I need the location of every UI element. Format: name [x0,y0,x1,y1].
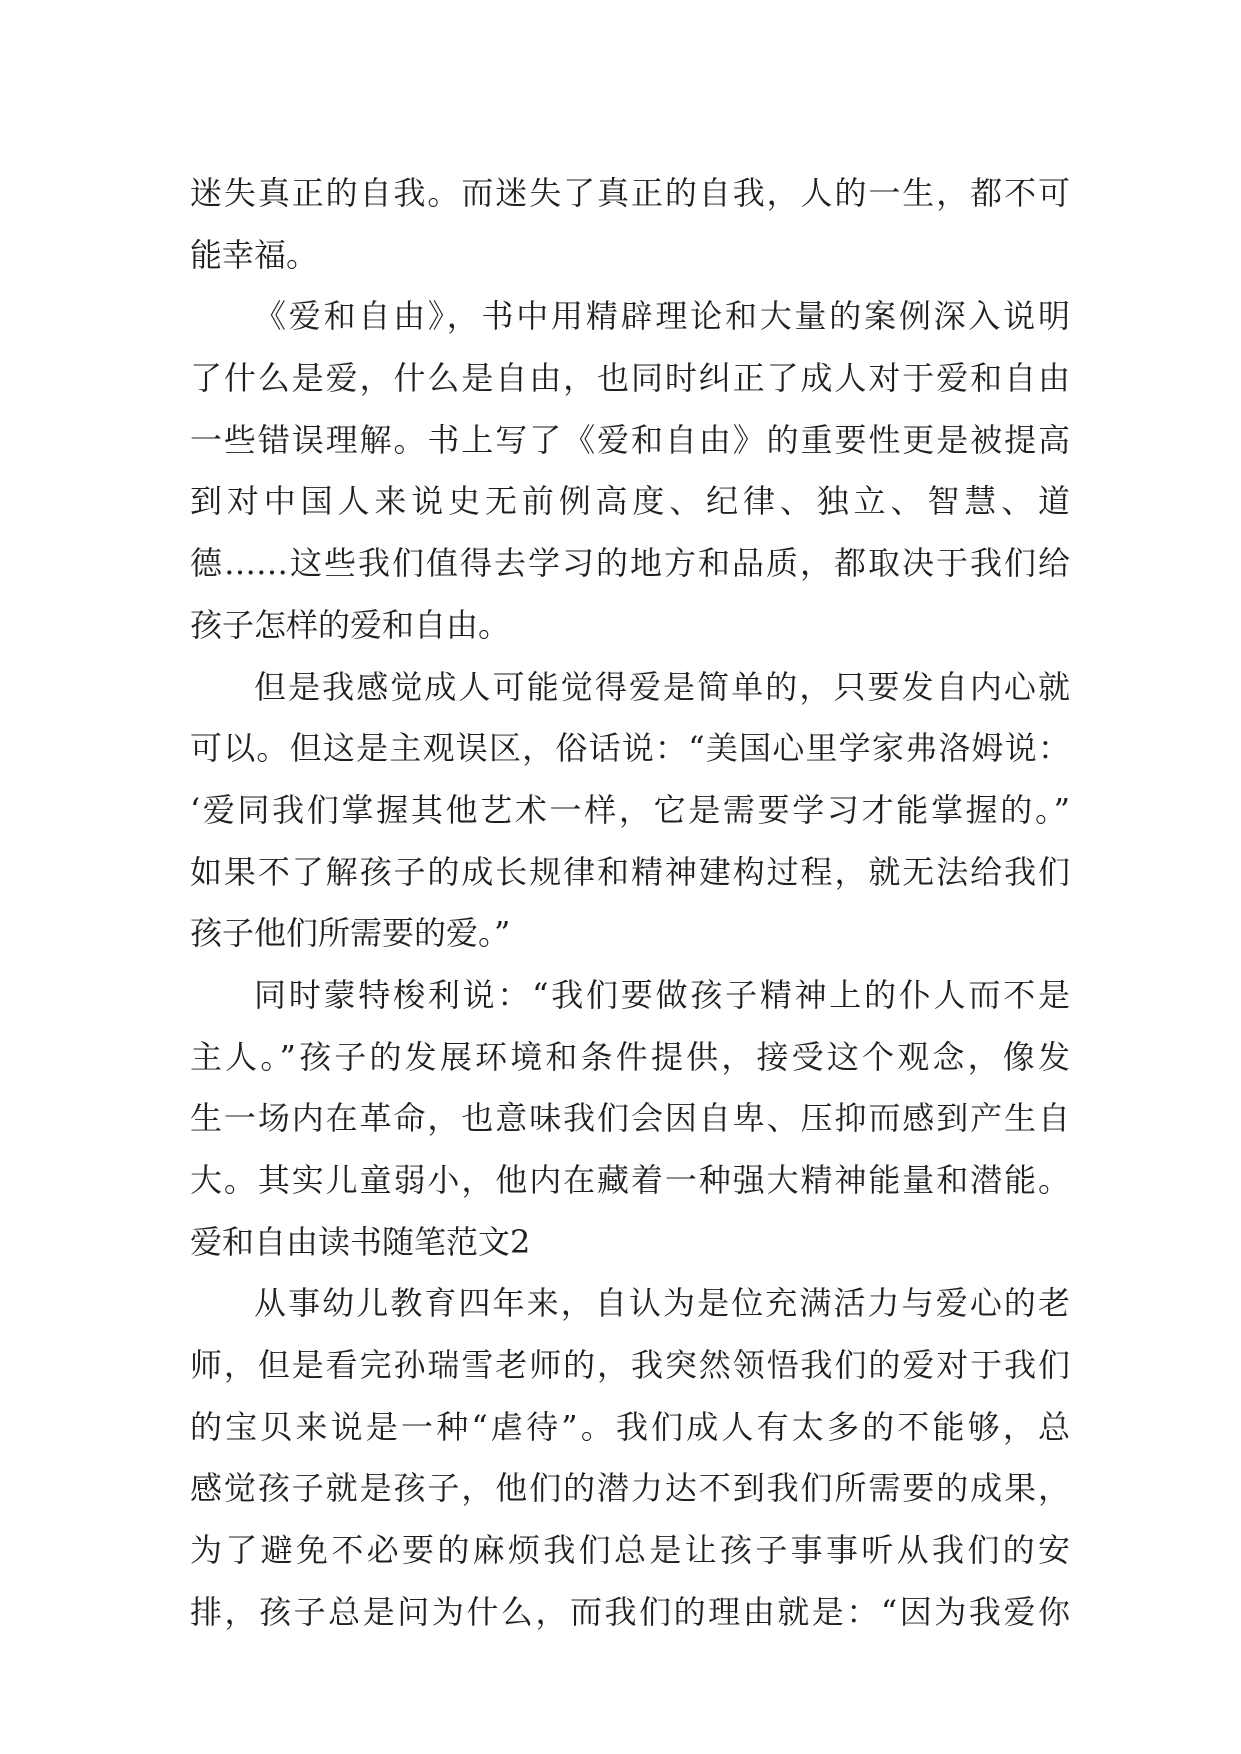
text-line: 孩子怎样的爱和自由。 [190,605,511,644]
paragraph-first-line: 从事幼儿教育四年来，自认为是位充满活力与爱心的老 [254,1284,1070,1323]
text-line: 一些错误理解。书上写了《爱和自由》的重要性更是被提高 [190,420,1070,459]
text-line: 能幸福。 [190,235,319,274]
text-line: 如果不了解孩子的成长规律和精神建构过程，就无法给我们 [190,852,1070,891]
text-line: 生一场内在革命，也意味我们会因自卑、压抑而感到产生自 [190,1099,1070,1138]
paragraph-first-line: 《爱和自由》，书中用精辟理论和大量的案例深入说明 [254,297,1070,336]
text-line: 到对中国人来说史无前例高度、纪律、独立、智慧、道 [190,482,1070,521]
section-heading: 爱和自由读书随笔范文2 [190,1222,531,1261]
paragraph-first-line: 但是我感觉成人可能觉得爱是简单的，只要发自内心就 [254,667,1070,706]
text-line: 排，孩子总是问为什么，而我们的理由就是：“因为我爱你 [190,1592,1070,1631]
text-line: 迷失真正的自我。而迷失了真正的自我，人的一生，都不可 [190,174,1070,212]
text-line: 的宝贝来说是一种“虐待”。我们成人有太多的不能够，总 [190,1407,1070,1446]
text-line: ‘爱同我们掌握其他艺术一样，它是需要学习才能掌握的。” [190,790,1070,829]
text-line: 师，但是看完孙瑞雪老师的，我突然领悟我们的爱对于我们 [190,1346,1070,1385]
text-line: 主人。”孩子的发展环境和条件提供，接受这个观念，像发 [190,1037,1070,1076]
body-text [190,163,1070,1644]
text-line: 德……这些我们值得去学习的地方和品质，都取决于我们给 [190,544,1070,583]
text-line: 孩子他们所需要的爱。” [190,914,511,953]
text-line: 可以。但这是主观误区，俗话说：“美国心里学家弗洛姆说： [190,729,1070,768]
text-line: 为了避免不必要的麻烦我们总是让孩子事事听从我们的安 [190,1531,1070,1570]
text-line: 了什么是爱，什么是自由，也同时纠正了成人对于爱和自由 [190,359,1070,398]
text-line: 感觉孩子就是孩子，他们的潜力达不到我们所需要的成果， [190,1469,1070,1508]
text-line: 大。其实儿童弱小，他内在藏着一种强大精神能量和潜能。 [190,1161,1070,1199]
paragraph-first-line: 同时蒙特梭利说：“我们要做孩子精神上的仆人而不是 [254,975,1070,1014]
